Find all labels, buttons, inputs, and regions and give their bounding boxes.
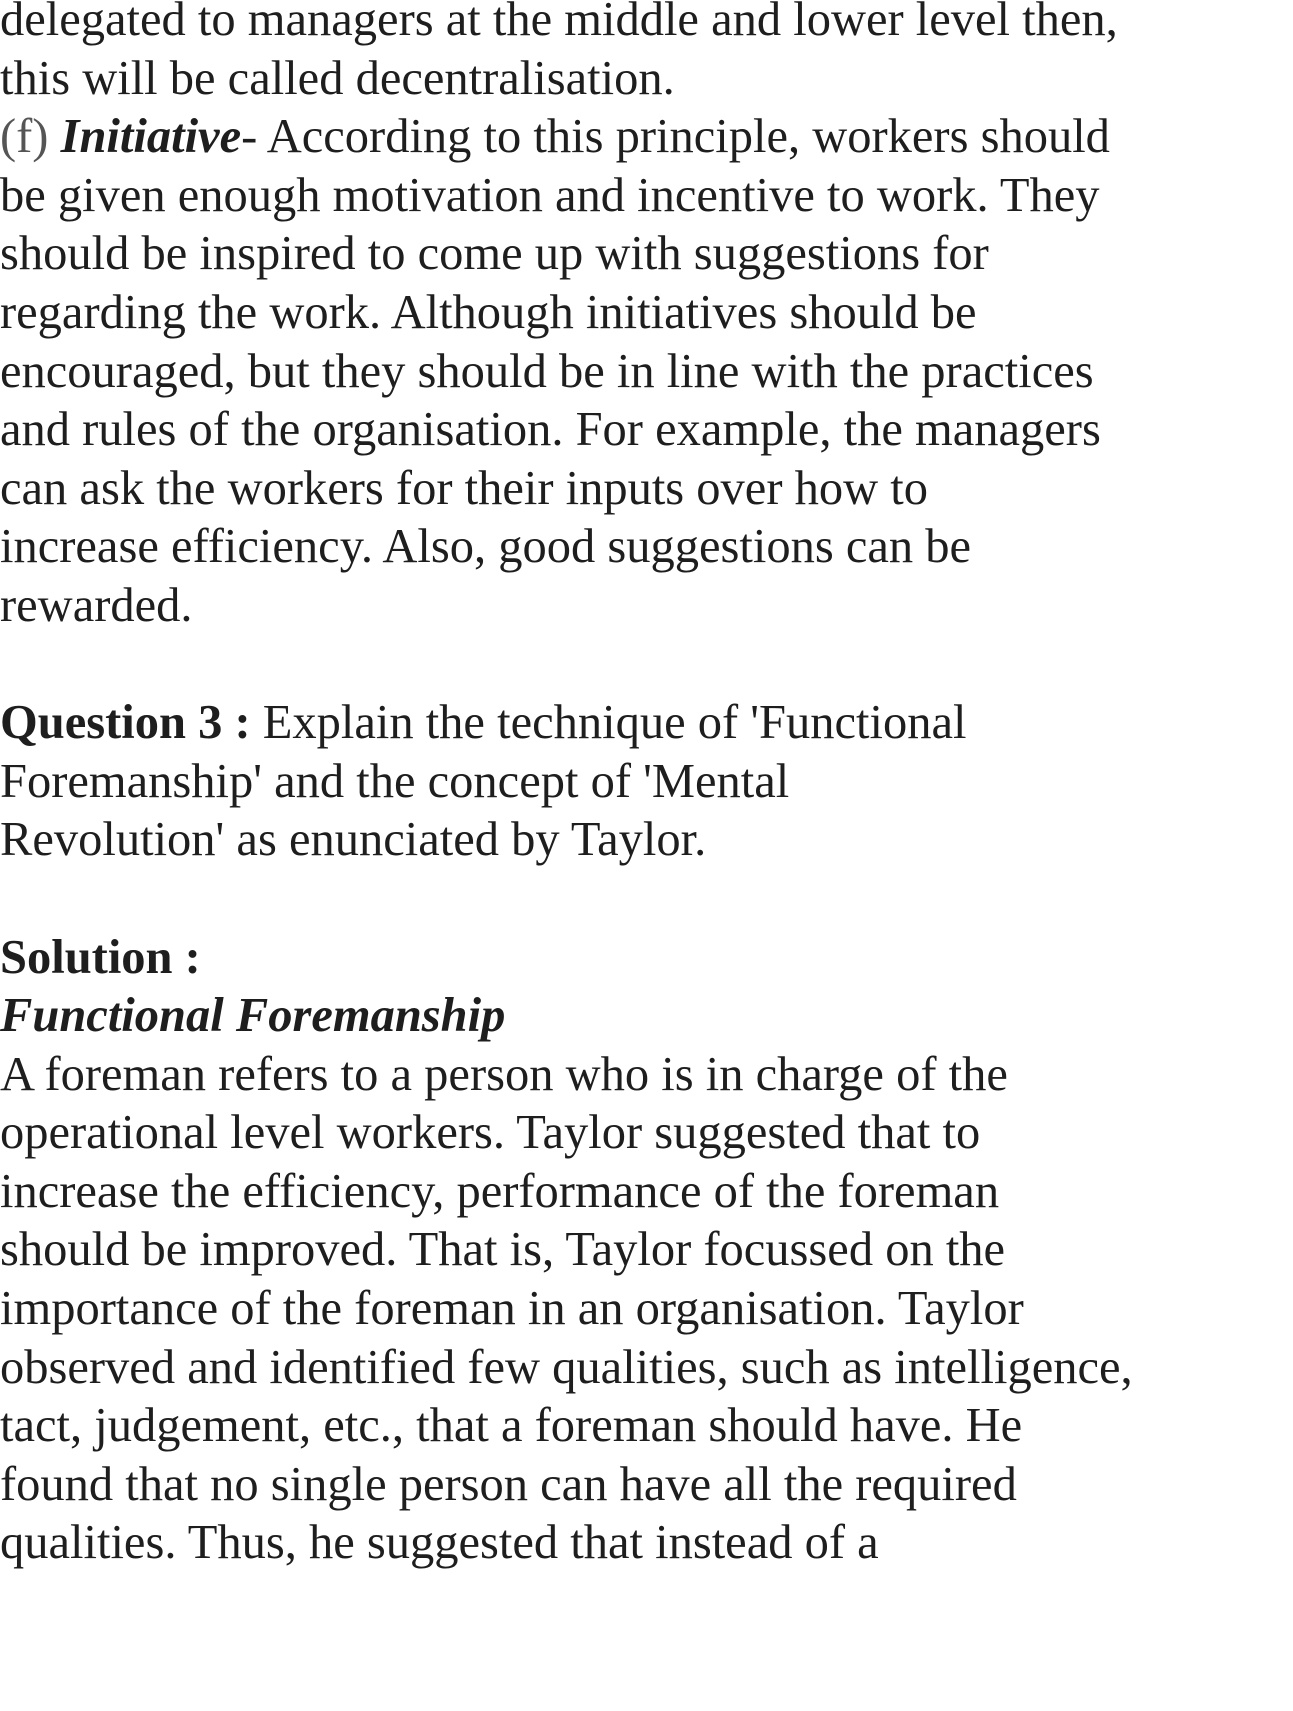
text-line: rewarded. [0,578,193,632]
question-label: Question 3 : [0,696,251,750]
text-line: should be inspired to come up with suggestions for [0,227,989,281]
text-line: this will be called decentralisation. [0,51,675,105]
list-marker: (f) [0,110,49,164]
text-line: A foreman refers to a person who is in charge of the [0,1047,1008,1101]
text-line: Foremanship' and the concept of 'Mental [0,754,790,808]
text-line: regarding the work. Although initiatives should be [0,285,977,339]
text-line: increase the efficiency, performance of the foreman [0,1164,1000,1218]
text-line: increase efficiency. Also, good suggestions can be [0,520,972,574]
text-line: - According to this principle, workers should [241,110,1110,164]
spacer [0,636,1133,695]
text-line: qualities. Thus, he suggested that instead of a [0,1516,879,1570]
initiative-heading-line [0,108,1133,167]
text-line: Revolution' as enunciated by Taylor. [0,813,707,867]
spacer [0,870,1133,929]
question-line [0,694,1133,753]
solution-subheading: Functional Foremanship [0,989,506,1043]
text-line: should be improved. That is, Taylor focussed on the [0,1223,1006,1277]
text-line: be given enough motivation and incentive to work. They [0,168,1100,222]
text-line: delegated to managers at the middle and lower level then, [0,0,1118,46]
text-line: and rules of the organisation. For example, the managers [0,403,1101,457]
text-line: Explain the technique of 'Functional [262,696,967,750]
principle-term: Initiative [60,110,242,164]
text-line: found that no single person can have all the required [0,1457,1017,1511]
text-line: tact, judgement, etc., that a foreman should have. He [0,1399,1023,1453]
text-line: encouraged, but they should be in line with the practices [0,344,1094,398]
text-line: observed and identified few qualities, such as intelligence, [0,1340,1133,1394]
solution-label: Solution : [0,930,201,984]
text-line: importance of the foreman in an organisation. Taylor [0,1282,1024,1336]
text-line: can ask the workers for their inputs over how to [0,461,928,515]
text-line: operational level workers. Taylor suggested that to [0,1106,981,1160]
